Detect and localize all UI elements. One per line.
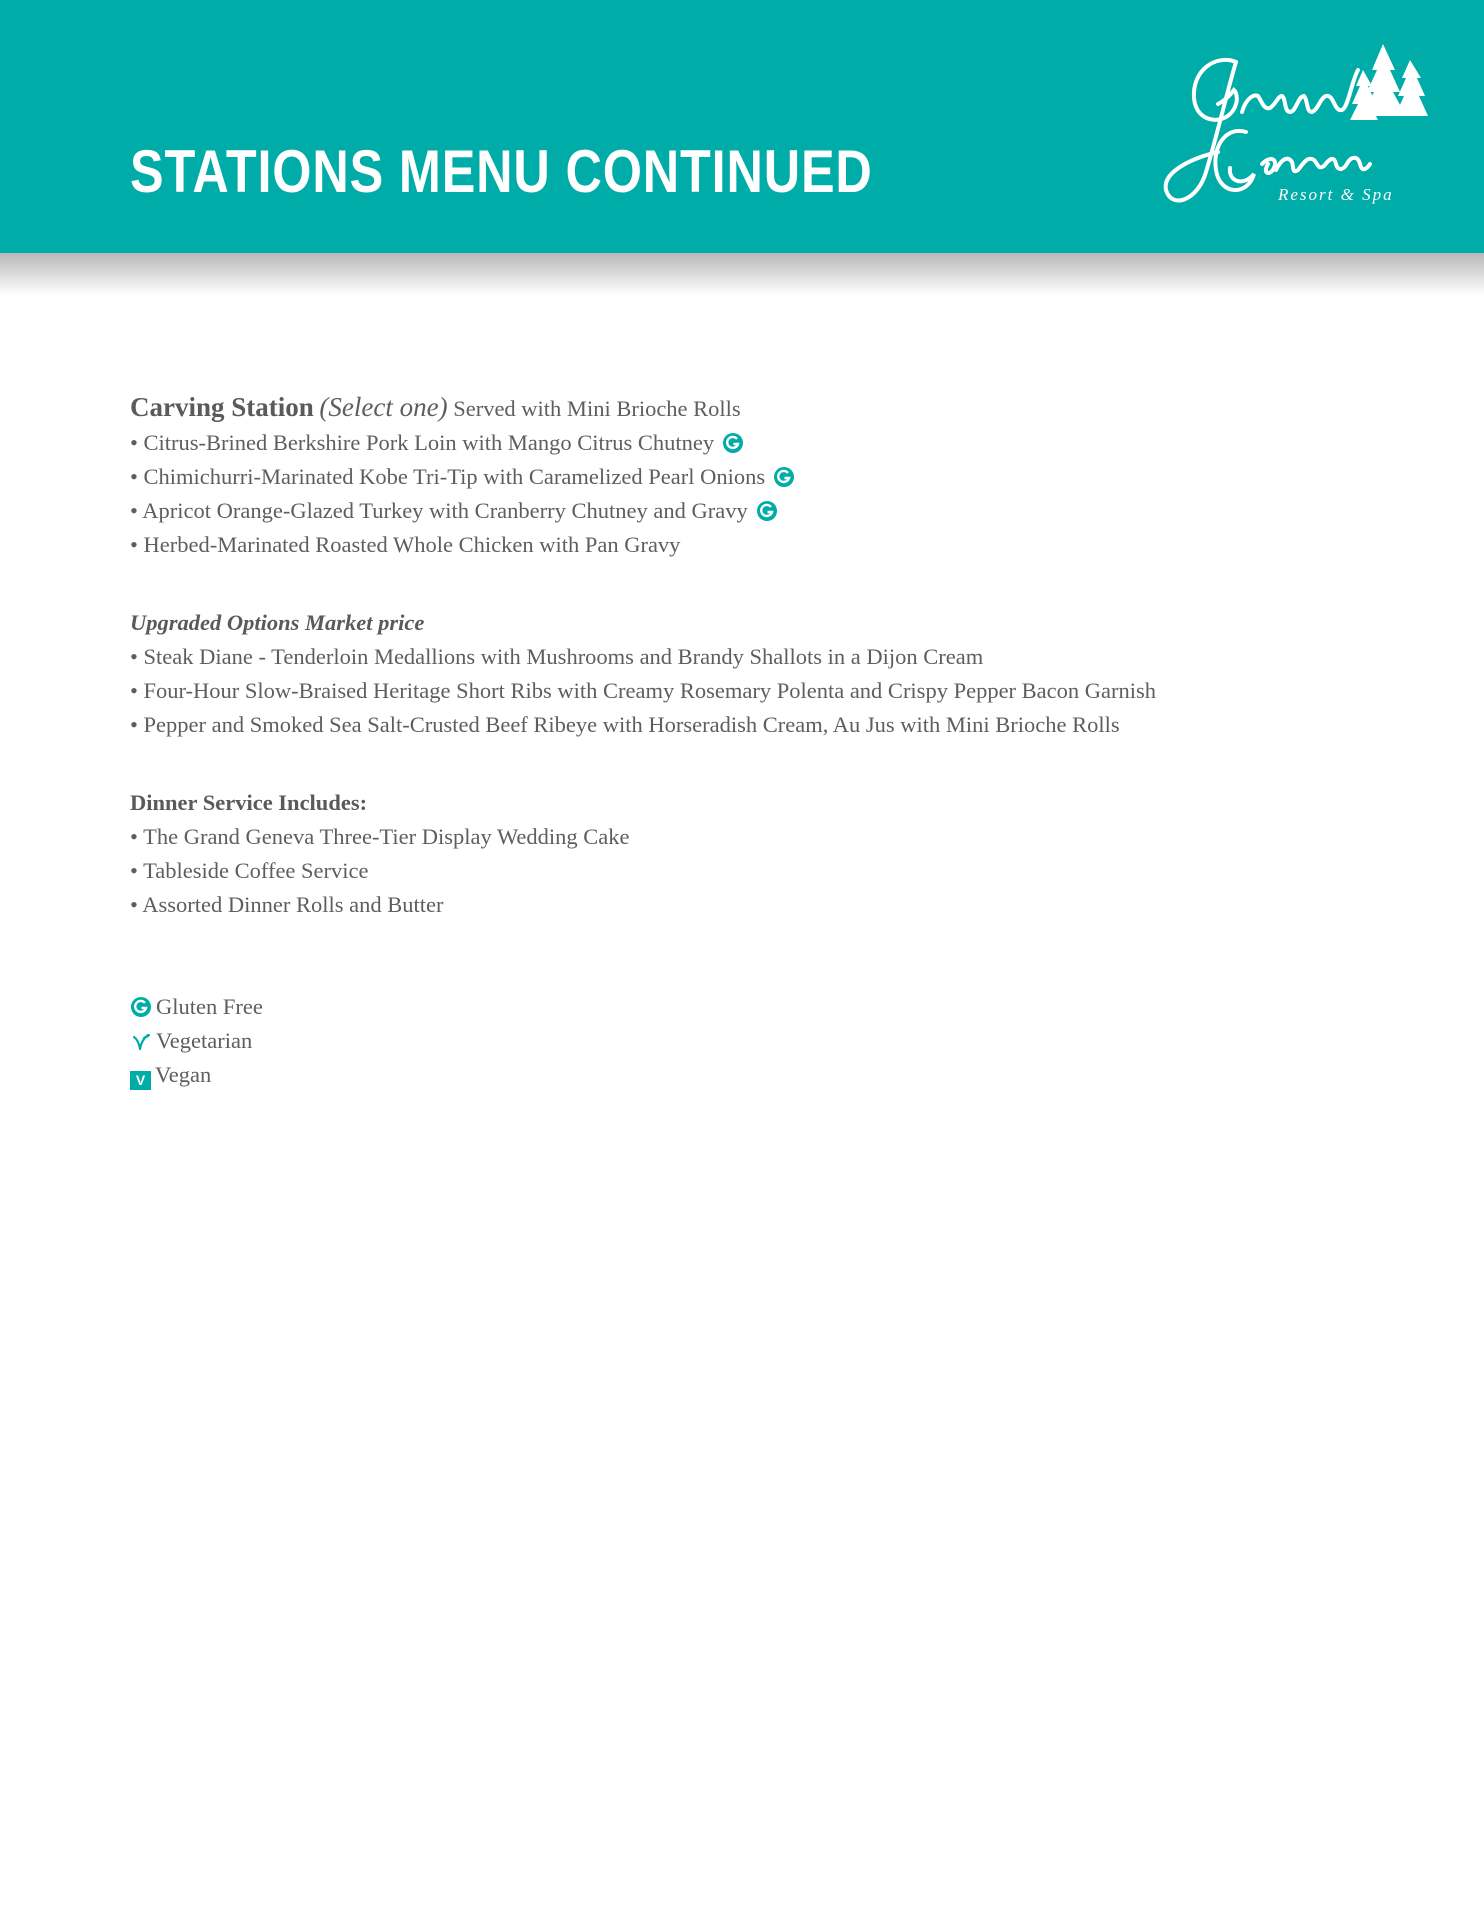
list-item [130,528,1380,562]
grand-geneva-logo [1158,40,1438,225]
list-item: • Four-Hour Slow-Braised Heritage Short Ribs with Creamy Rosemary Polenta and Crispy Pepper Bacon Garnish [130,678,1157,703]
gluten-free-icon [773,466,795,488]
carving-select-note: (Select one) [319,392,448,422]
list-item: • Assorted Dinner Rolls and Butter [130,892,444,917]
legend-gluten-free [130,990,1380,1024]
list-item [130,460,1380,494]
list-item-text: • Chimichurri-Marinated Kobe Tri-Tip with Caramelized Pearl Onions [130,464,766,489]
list-item: • Steak Diane - Tenderloin Medallions with Mushrooms and Brandy Shallots in a Dijon Cream [130,644,984,669]
list-item: • Tableside Coffee Service [130,858,369,883]
page-title: STATIONS MENU CONTINUED [130,138,873,205]
carving-station-section [130,390,1380,562]
svg-text:Resort & Spa: Resort & Spa [1278,185,1394,204]
legend-vegan [130,1058,1380,1092]
carving-station-title: Carving Station [130,392,314,422]
header-shadow [0,253,1484,295]
list-item [130,426,1380,460]
list-item-text: • Apricot Orange-Glazed Turkey with Cranberry Chutney and Gravy [130,498,748,523]
dietary-legend [130,990,1380,1092]
list-item: • Pepper and Smoked Sea Salt-Crusted Beef Ribeye with Horseradish Cream, Au Jus with Mini Brioche Rolls [130,712,1120,737]
list-item-text: • Citrus-Brined Berkshire Pork Loin with Mango Citrus Chutney [130,430,715,455]
upgraded-options-title: Upgraded Options Market price [130,610,425,635]
menu-content [130,390,1380,1092]
dinner-service-title: Dinner Service Includes: [130,790,368,815]
gluten-free-icon [756,500,778,522]
gluten-free-icon [722,432,744,454]
legend-vegetarian-label: Vegetarian [156,1028,253,1053]
carving-station-heading [130,390,1380,426]
legend-vegan-label: Vegan [155,1062,212,1087]
upgraded-options-section [130,606,1380,742]
carving-served-note: Served with Mini Brioche Rolls [453,396,741,421]
vegan-icon: V [130,1071,151,1090]
legend-vegetarian [130,1024,1380,1058]
dinner-service-section [130,786,1380,922]
legend-gluten-free-label: Gluten Free [156,994,263,1019]
header-banner [0,0,1484,253]
vegetarian-sprout-icon [130,1030,152,1052]
gluten-free-icon [130,996,152,1018]
list-item-text: • Herbed-Marinated Roasted Whole Chicken with Pan Gravy [130,532,681,557]
list-item: • The Grand Geneva Three-Tier Display Wedding Cake [130,824,630,849]
list-item [130,494,1380,528]
